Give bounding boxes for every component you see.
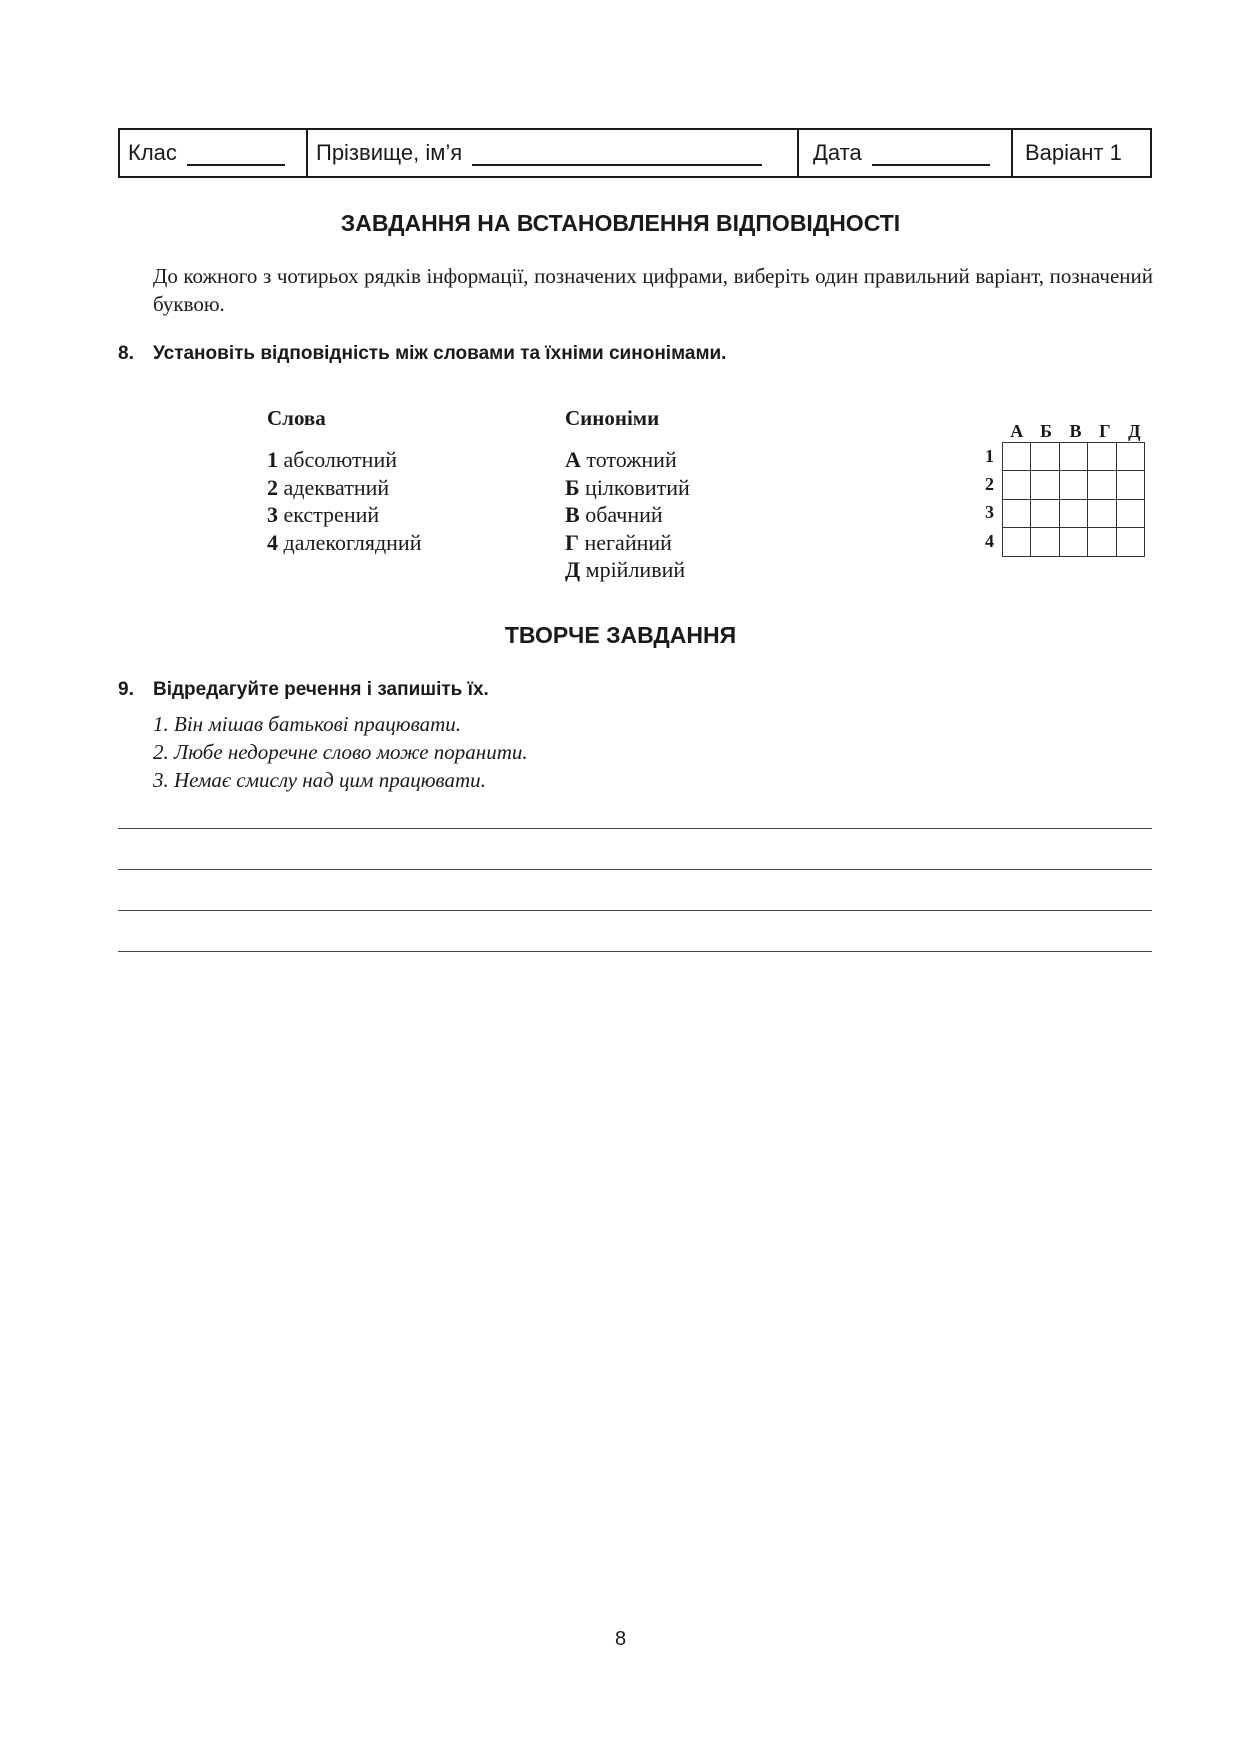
grid-cell[interactable] xyxy=(1087,527,1116,556)
grid-column-label: Д xyxy=(1128,421,1141,441)
grid-cell[interactable] xyxy=(1116,527,1145,556)
task-9-question xyxy=(118,679,489,701)
grid-row xyxy=(985,442,1149,470)
header-table xyxy=(118,128,1152,178)
word-item: 2 адекватний xyxy=(267,474,390,500)
class-label: Клас xyxy=(128,140,177,165)
grid-cell[interactable] xyxy=(1059,470,1088,499)
sentence-item: 1. Він мішав батькові працювати. xyxy=(153,712,461,736)
answer-line[interactable] xyxy=(118,869,1152,870)
synonym-item: Г негайний xyxy=(565,529,672,555)
grid-cell[interactable] xyxy=(1059,527,1088,556)
variant-cell xyxy=(1013,130,1150,176)
grid-column-label: А xyxy=(1010,421,1024,441)
grid-cell[interactable] xyxy=(1059,442,1088,471)
grid-row xyxy=(985,470,1149,498)
answer-grid-header xyxy=(1002,416,1149,442)
date-field[interactable] xyxy=(872,148,990,166)
synonym-item: Д мрійливий xyxy=(565,557,686,582)
grid-cell[interactable] xyxy=(1116,470,1145,499)
answer-line[interactable] xyxy=(118,910,1152,911)
synonym-item: В обачний xyxy=(565,502,663,527)
sentence-item: 2. Любе недоречне слово може поранити. xyxy=(153,740,528,764)
page-number: 8 xyxy=(614,1628,627,1650)
grid-cell[interactable] xyxy=(1002,499,1031,528)
grid-cell[interactable] xyxy=(1030,527,1059,556)
grid-cell[interactable] xyxy=(1030,470,1059,499)
grid-cell[interactable] xyxy=(1116,442,1145,471)
date-cell xyxy=(799,130,1013,176)
grid-cell[interactable] xyxy=(1059,499,1088,528)
synonym-item: Б цілковитий xyxy=(565,474,690,500)
answer-grid xyxy=(985,416,1149,556)
words-list xyxy=(267,446,421,556)
name-field[interactable] xyxy=(472,148,762,166)
task-8-number: 8. xyxy=(118,343,134,364)
grid-row xyxy=(985,499,1149,527)
task-8-question xyxy=(118,343,726,365)
date-label: Дата xyxy=(813,140,862,165)
grid-cell[interactable] xyxy=(1087,442,1116,471)
class-cell xyxy=(120,130,308,176)
section-title-matching: ЗАВДАННЯ НА ВСТАНОВЛЕННЯ ВІДПОВІДНОСТІ xyxy=(340,210,901,236)
grid-cell[interactable] xyxy=(1002,470,1031,499)
grid-cell[interactable] xyxy=(1002,527,1031,556)
grid-cell[interactable] xyxy=(1030,499,1059,528)
grid-cell[interactable] xyxy=(1116,499,1145,528)
grid-column-label: Б xyxy=(1040,421,1053,441)
grid-row-label: 4 xyxy=(985,530,994,551)
words-heading: Слова xyxy=(267,406,326,430)
sentences-list xyxy=(153,710,528,794)
name-label: Прізвище, ім’я xyxy=(316,140,463,165)
grid-cell[interactable] xyxy=(1087,470,1116,499)
grid-cell[interactable] xyxy=(1087,499,1116,528)
synonyms-heading: Синоніми xyxy=(565,406,660,430)
grid-column-label: В xyxy=(1069,421,1082,441)
answer-line[interactable] xyxy=(118,828,1152,829)
word-item: 3 екстрений xyxy=(267,502,380,527)
section-title-creative: ТВОРЧЕ ЗАВДАННЯ xyxy=(504,622,737,648)
grid-row-label: 2 xyxy=(985,474,994,495)
sentence-item: 3. Немає смислу над цим працювати. xyxy=(153,768,486,792)
answer-line[interactable] xyxy=(118,951,1152,952)
word-item: 4 далекоглядний xyxy=(267,529,422,555)
grid-column-label: Г xyxy=(1099,421,1111,441)
name-cell xyxy=(308,130,799,176)
synonyms-list xyxy=(565,446,690,584)
variant-label: Варіант 1 xyxy=(1025,140,1122,165)
task-8-text: Установіть відповідність між словами та їхніми синонімами. xyxy=(153,343,727,364)
instruction-text: До кожного з чотирьох рядків інформації, позначених цифрами, виберіть один правильний варіант, позначений буквою. xyxy=(153,264,1153,316)
task-9-text: Відредагуйте речення і запишіть їх. xyxy=(153,679,489,700)
grid-row-label: 1 xyxy=(985,445,994,466)
synonym-item: А тотожний xyxy=(565,447,677,472)
grid-row-label: 3 xyxy=(985,502,994,523)
task-9-number: 9. xyxy=(118,679,134,700)
word-item: 1 абсолютний xyxy=(267,447,397,472)
grid-cell[interactable] xyxy=(1002,442,1031,471)
grid-row xyxy=(985,527,1149,555)
class-field[interactable] xyxy=(187,148,285,166)
grid-cell[interactable] xyxy=(1030,442,1059,471)
